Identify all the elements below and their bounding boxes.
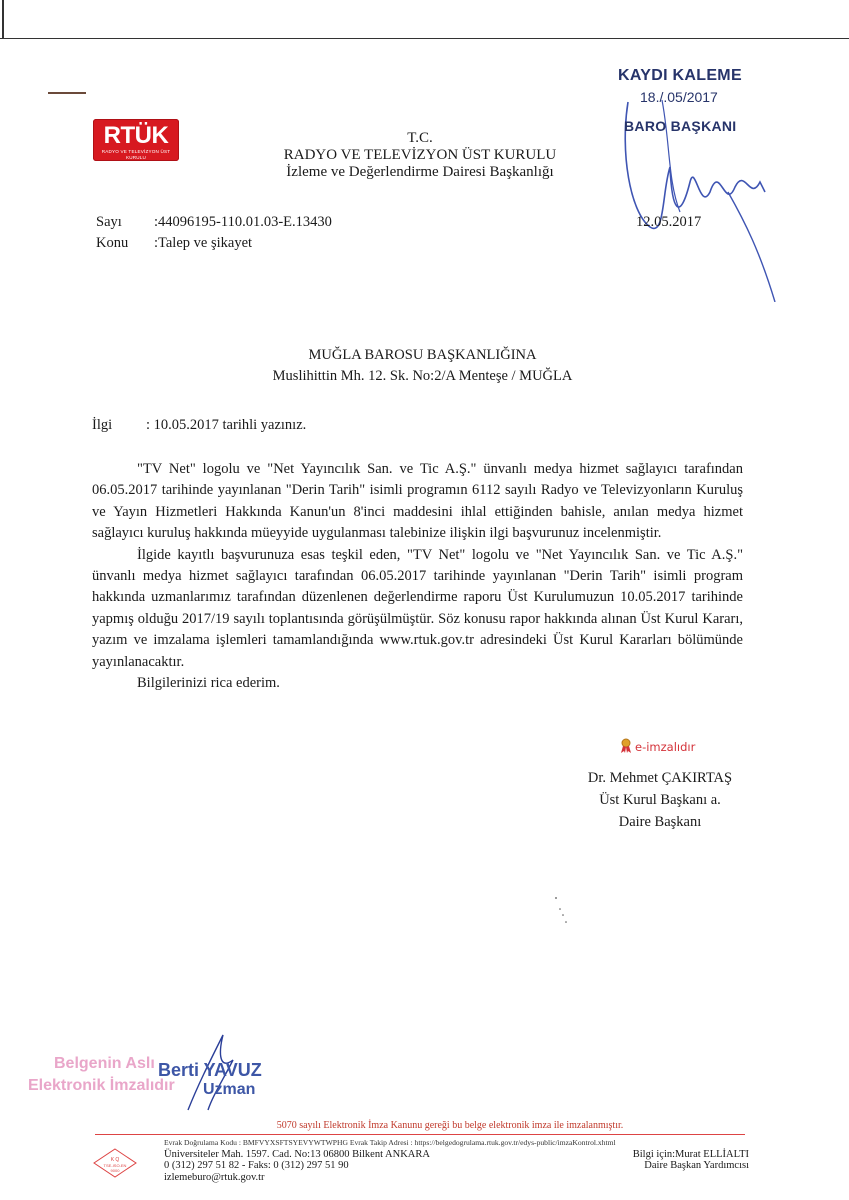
footer-email: izlemeburo@rtuk.gov.tr <box>164 1171 265 1183</box>
logo-text: RTÜK <box>103 122 169 149</box>
tse-text: TSE-ISO-EN 9000 <box>103 1163 127 1173</box>
clerk-title: Uzman <box>203 1081 256 1098</box>
registry-stamp <box>610 62 780 302</box>
letterhead <box>230 130 610 181</box>
ribbon-icon <box>620 738 632 757</box>
department: İzleme ve Değerlendirme Dairesi Başkanlığı <box>286 164 554 180</box>
svg-text:K Q: K Q <box>110 1157 120 1163</box>
letter-body <box>92 459 743 694</box>
info-contact: Bilgi için:Murat ELLİALTI <box>632 1148 749 1160</box>
top-border <box>0 0 849 39</box>
sayi-value: :44096195-110.01.03-E.13430 <box>154 214 332 230</box>
signer-title-1: Üst Kurul Başkanı a. <box>599 792 721 808</box>
stamp-date: 18./.05/2017 <box>640 89 718 105</box>
ilgi-value: : 10.05.2017 tarihli yazınız. <box>146 417 307 433</box>
pen-mark <box>48 92 86 94</box>
clerk-name: Berti YAVUZ <box>158 1060 262 1080</box>
esign-law-note: 5070 sayılı Elektronik İmza Kanunu gereği bu belge elektronik imza ile imzalanmıştır. <box>276 1120 624 1131</box>
signer-title-2: Daire Başkanı <box>618 814 702 830</box>
watermark-line-2: Elektronik İmzalıdır <box>28 1077 175 1094</box>
konu-value: :Talep ve şikayet <box>154 235 253 251</box>
recipient-address: Muslihittin Mh. 12. Sk. No:2/A Menteşe / MUĞLA <box>272 368 573 384</box>
rtuk-logo <box>93 119 179 161</box>
document-date: 12.05.2017 <box>636 214 702 230</box>
body-paragraph-3: Bilgilerinizi rica ederim. <box>137 675 280 692</box>
stamp-line-1: KAYDI KALEME <box>618 67 742 84</box>
recipient-name: MUĞLA BAROSU BAŞKANLIĞINA <box>308 347 537 363</box>
scan-specks <box>552 895 572 935</box>
signature-block <box>560 767 760 833</box>
institution: RADYO VE TELEVİZYON ÜST KURULU <box>283 147 557 163</box>
esign-badge <box>620 738 695 757</box>
tse-badge <box>93 1148 137 1178</box>
konu-label: Konu <box>96 235 129 251</box>
recipient-block <box>200 345 645 387</box>
sayi-label: Sayı <box>96 214 122 230</box>
verify-line: Evrak Doğrulama Kodu : BMFVYXSFTSYEVYWTWPHG Evrak Takip Adresi : https://belgedogrulama.rtuk.gov.tr/edys-public/imzaKontrol.xhtml <box>164 1138 616 1147</box>
watermark-line-1: Belgenin Aslı <box>54 1055 155 1072</box>
footer <box>164 1137 749 1183</box>
body-paragraph-2: İlgide kayıtlı başvurunuza esas teşkil eden, "TV Net" logolu ve "Net Yayıncılık San. ve Tic A.Ş." ünvanlı medya hizmet sağlayıcı tarafından 06.05.2017 tarihinde yayınlanan "Derin Tarih" isimli program hakkında uzmanlarımız tarafından düzenlenen değerlendirme raporu Üst Kurulumuzun 10.05.2017 tarihinde yapmış olduğu 2017/19 sayılı toplantısında görüşülmüştür. Söz konusu rapor hakkında alınan Üst Kurul Kararı, yazım ve imzalama işlemleri tamamlandığında www.rtuk.gov.tr adresindeki Üst Kurul Kararları bölümünde yayınlanacaktır. <box>92 546 743 670</box>
body-paragraph-1: "TV Net" logolu ve "Net Yayıncılık San. ve Tic A.Ş." ünvanlı medya hizmet sağlayıcı tarafından 06.05.2017 tarihinde yayınlanan "Derin Tarih" isimli programın 6112 sayılı Radyo ve Televizyonların Kuruluş ve Yayın Hizmetleri Hakkında Kanun'un 8'inci maddesini ihlal ettiğinden bahisle, anılan medya hizmet sağlayıcı kuruluş hakkında müeyyide uygulanması talebinize ilişkin ilgi başvurunuz incelenmiştir. <box>92 461 743 542</box>
ilgi-label: İlgi <box>92 417 113 433</box>
country: T.C. <box>407 130 433 146</box>
logo-subtext: RADYO VE TELEVİZYON ÜST KURULU <box>101 149 171 160</box>
footer-address: Üniversiteler Mah. 1597. Cad. No:13 06800 Bilkent ANKARA <box>164 1148 430 1160</box>
esign-text: e-imzalıdır <box>635 740 696 754</box>
footer-phone: 0 (312) 297 51 82 - Faks: 0 (312) 297 51 90 <box>164 1160 349 1171</box>
footer-divider <box>95 1134 745 1135</box>
stamp-line-3: BARO BAŞKANI <box>624 118 737 134</box>
certification-watermark <box>28 1055 288 1105</box>
signer-name: Dr. Mehmet ÇAKIRTAŞ <box>587 770 733 786</box>
info-title: Daire Başkan Yardımcısı <box>644 1160 749 1171</box>
